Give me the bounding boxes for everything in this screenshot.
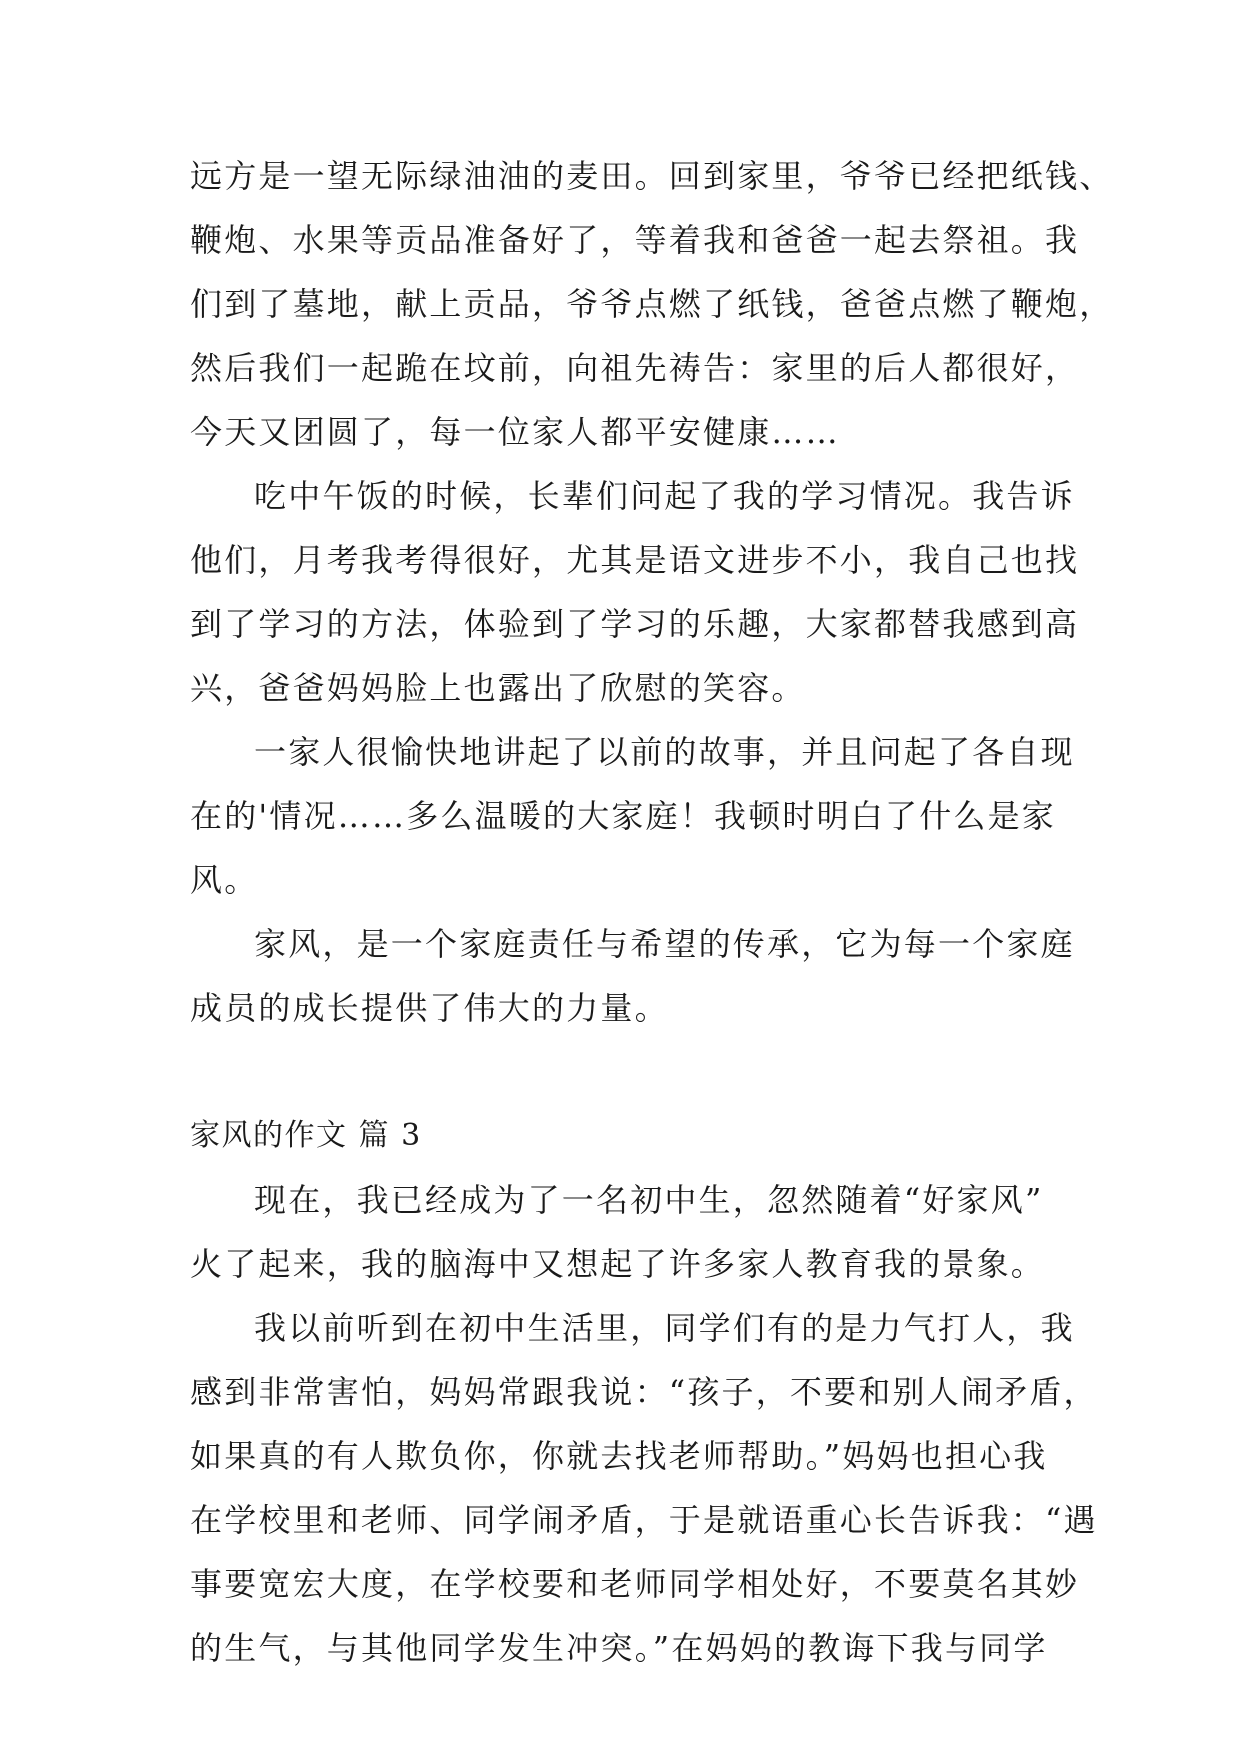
section-heading: 家风的作文 篇 3 bbox=[190, 1118, 422, 1153]
text-line: 家风，是一个家庭责任与希望的传承，它为每一个家庭 bbox=[254, 925, 1075, 963]
text-line: 我以前听到在初中生活里，同学们有的是力气打人，我 bbox=[254, 1309, 1075, 1347]
text-line: 火了起来，我的脑海中又想起了许多家人教育我的景象。 bbox=[190, 1245, 1046, 1283]
text-line: 他们，月考我考得很好，尤其是语文进步不小，我自己也找 bbox=[190, 541, 1080, 579]
text-line: 们到了墓地，献上贡品，爷爷点燃了纸钱，爸爸点燃了鞭炮， bbox=[190, 285, 1114, 323]
text-line: 成员的成长提供了伟大的力量。 bbox=[190, 989, 669, 1027]
text-line: 兴，爸爸妈妈脸上也露出了欣慰的笑容。 bbox=[190, 669, 806, 707]
text-line: 风。 bbox=[190, 861, 259, 899]
text-line: 吃中午饭的时候，长辈们问起了我的学习情况。我告诉 bbox=[254, 477, 1075, 515]
text-line: 现在，我已经成为了一名初中生，忽然随着“好家风” bbox=[254, 1181, 1044, 1219]
text-line: 然后我们一起跪在坟前，向祖先祷告：家里的后人都很好， bbox=[190, 349, 1080, 387]
text-line: 一家人很愉快地讲起了以前的故事，并且问起了各自现 bbox=[254, 733, 1075, 771]
text-line: 到了学习的方法，体验到了学习的乐趣，大家都替我感到高 bbox=[190, 605, 1080, 643]
text-line: 鞭炮、水果等贡品准备好了，等着我和爸爸一起去祭祖。我 bbox=[190, 221, 1080, 259]
text-line: 今天又团圆了，每一位家人都平安健康…… bbox=[190, 413, 840, 451]
text-line: 的生气，与其他同学发生冲突。”在妈妈的教诲下我与同学 bbox=[190, 1629, 1048, 1667]
text-line: 在学校里和老师、同学闹矛盾，于是就语重心长告诉我：“遇 bbox=[190, 1501, 1098, 1539]
text-line: 在的'情况……多么温暖的大家庭！我顿时明白了什么是家 bbox=[190, 797, 1056, 835]
text-line: 如果真的有人欺负你，你就去找老师帮助。”妈妈也担心我 bbox=[190, 1437, 1048, 1475]
text-line: 事要宽宏大度，在学校要和老师同学相处好，不要莫名其妙 bbox=[190, 1565, 1080, 1603]
text-line: 远方是一望无际绿油油的麦田。回到家里，爷爷已经把纸钱、 bbox=[190, 157, 1114, 195]
text-line: 感到非常害怕，妈妈常跟我说：“孩子，不要和别人闹矛盾， bbox=[190, 1373, 1098, 1411]
